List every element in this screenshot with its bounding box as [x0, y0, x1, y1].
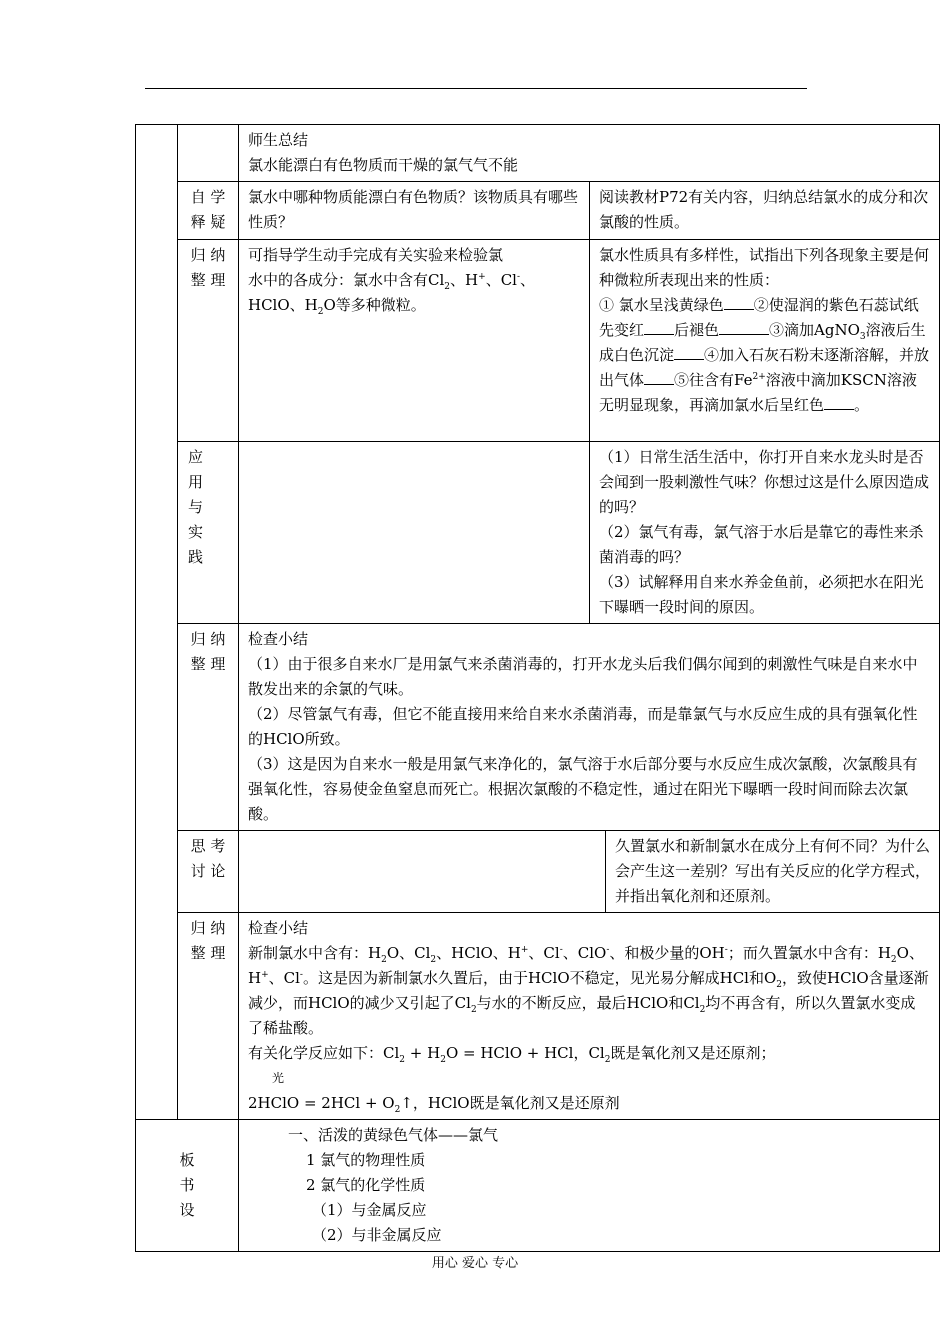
question-3: （3）试解释用自来水养金鱼前，必须把水在阳光下曝晒一段时间的原因。	[599, 573, 924, 616]
question-1: （1）日常生活生活中，你打开自来水龙头时是否会闻到一股刺激性气味？你想过这是什么原因造成的吗？	[599, 448, 930, 516]
summary-title: 师生总结	[248, 131, 309, 149]
row-summarize-1	[136, 240, 940, 442]
application-right	[590, 442, 940, 624]
summarize-2-content: 检查小结 （1）由于很多自来水厂是用氯气来杀菌消毒的，打开水龙头后我们偶尔闻到的刺激性气味是自来水中散发出来的余氯的气味。 （2）尽管氯气有毒，但它不能直接用来给自来水杀菌消毒，而是靠氯气与水反应生成的具有强氧化性的HClO所致。 （3）这是因为自来水一般是用氯气来净化的，氯气溶于水后部分要与水反应生成次氯酸，次氯酸具有强氧化性，容易使金鱼窒息而死亡。根据次氯酸的不稳定性，通过在阳光下曝晒一段时间而除去次氯酸。	[239, 624, 940, 831]
label-board-design: 板 书 设	[136, 1120, 239, 1252]
answer-blank[interactable]	[719, 320, 769, 335]
self-study-right: 阅读教材P72有关内容，归纳总结氯水的成分和次氯酸的性质。	[590, 182, 940, 240]
label-summarize-3: 归 纳 整 理	[178, 913, 239, 1120]
empty-label-cell	[178, 125, 239, 182]
row-application	[136, 442, 940, 624]
label-application: 应 用 与 实 践	[178, 442, 239, 624]
label-discussion: 思 考 讨 论	[178, 831, 239, 913]
board-design-content: 一、活泼的黄绿色气体——氯气 1 氯气的物理性质 2 氯气的化学性质 （1）与金属反应 （2）与非金属反应	[239, 1120, 940, 1252]
discussion-right: 久置氯水和新制氯水在成分上有何不同？为什么会产生这一差别？写出有关反应的化学方程式，并指出氧化剂和还原剂。	[615, 837, 931, 905]
self-study-left: 氯水中哪种物质能漂白有色物质？该物质具有哪些性质？	[239, 182, 590, 240]
row-summarize-3	[136, 913, 940, 1120]
question-2: （2）氯气有毒，氯气溶于水后是靠它的毒性来杀菌消毒的吗？	[599, 523, 924, 566]
lesson-table	[135, 124, 940, 1252]
row-self-study	[136, 182, 940, 240]
label-self-study: 自 学 释 疑	[178, 182, 239, 240]
summarize-3-content: 检查小结 新制氯水中含有：$H_2O$、$Cl_2$、HClO、H+、Cl-、ClO-、和极少量的OH-；而久置氯水中含有：$H_2O$、H+、Cl-。这是因为新制氯水久置后，由于HClO不稳定，见光易分解成HCl和$O_2$，致使HClO含量逐渐减少，而HClO的减少又引起了$Cl_2$与水的不断反应，最后HClO和$Cl_2$均不再含有，所以久置氯水变成了稀盐酸。 有关化学反应如下：$Cl_2 + H_2O$ = HClO + HCl，$Cl_2$既是氧化剂又是还原剂； 光 2HClO = $2HCl + O_2↑$，HClO既是氧化剂又是还原剂	[239, 913, 940, 1120]
row-summarize-2	[136, 624, 940, 831]
row-summary-teacher	[136, 125, 940, 182]
answer-blank[interactable]	[644, 320, 674, 335]
label-summarize-2: 归 纳 整 理	[178, 624, 239, 831]
row-board-design	[136, 1120, 940, 1252]
answer-blank[interactable]	[724, 295, 754, 310]
discussion-left	[239, 831, 606, 912]
row-discussion	[136, 831, 940, 913]
label-summarize-1: 归 纳 整 理	[178, 240, 239, 442]
left-margin-cell	[136, 125, 178, 1120]
summarize-1-left: 可指导学生动手完成有关实验来检验氯 水中的各成分：氯水中含有$Cl_2$、H+、Cl-、 HClO、$H_2O$等多种微粒。	[239, 240, 590, 442]
answer-blank[interactable]	[644, 370, 674, 385]
summarize-1-right: 氯水性质具有多样性，试指出下列各现象主要是何种微粒所表现出来的性质： ① 氯水呈浅黄绿色 ②使湿润的紫色石蕊试纸先变红 后褪色 ③滴加AgNO$_3$溶液后生成白色沉淀 ④加入石灰石粉末逐渐溶解，并放出气体 ⑤往含有$Fe^{2+}$溶液中滴加KSCN溶液无明显现象，再滴加氯水后呈红色 。	[590, 240, 940, 442]
application-left	[239, 442, 590, 624]
summary-text: 氯水能漂白有色物质而干燥的氯气气不能	[248, 156, 519, 174]
light-condition: 光	[272, 1071, 285, 1085]
header-rule	[145, 88, 807, 89]
answer-blank[interactable]	[674, 345, 704, 360]
page-footer: 用心 爱心 专心	[431, 1256, 519, 1271]
answer-blank[interactable]	[824, 395, 854, 410]
summary-cell	[239, 125, 940, 182]
